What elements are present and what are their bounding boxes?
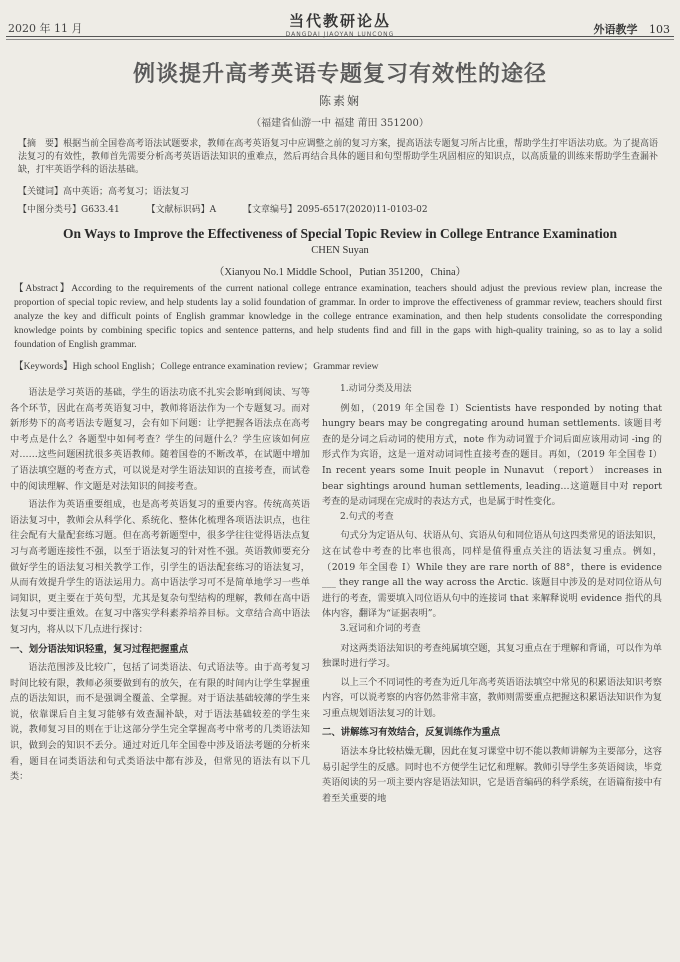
body-paragraph: 对这两类语法知识的考查纯属填空题，其复习重点在于理解和背诵，可以作为单独课时进行学习。 <box>322 642 662 670</box>
header-rule-thin <box>6 39 674 40</box>
body-paragraph: 语法作为英语重要组成，也是高考英语复习的重要内容。传统高英语语法复习中，教师会从科学化、系统化、整体化梳理各项语法识点，也往往会配有大量配套练习题。但在高考新题型中，很多学往往觉得语法点复习与高考题连接性不强，以至于语法复习的针对性不强。英语教师要充分做好学生的语法复习相关教学工作，引学生的语法配套练习的语法复习，从而有效提升学生的语法运用力。高中语法学习可不是简单地学习一些单词知识，更主要在于英句型，尤其是复杂句型结构的理解，教师在高中语法复习中要注重效。在复习中落实学科素养培养目标。文章结合高中语法复习内，将从以下几点进行探讨： <box>10 499 310 635</box>
article-number: 【文章编号】2095-6517(2020)11-0103-02 <box>242 205 428 215</box>
article-title-cn: 例谈提升高考英语专题复习有效性的途径 <box>132 62 547 87</box>
journal-masthead <box>0 10 680 38</box>
body-column-left <box>10 382 310 785</box>
affiliation-en: （Xianyou No.1 Middle School，Putian 351200，China） <box>213 267 467 278</box>
header-right <box>594 21 671 37</box>
subsection-heading: 1.动词分类及用法 <box>340 384 412 394</box>
section-name: 外语教学 <box>593 23 638 36</box>
keywords-cn: 【关键词】高中英语；高考复习；语法复习 <box>18 187 190 197</box>
affiliation-cn: （福建省仙游一中 福建 莆田 351200） <box>251 118 429 129</box>
article-title-en: On Ways to Improve the Effectiveness of Special Topic Review in College Entrance Examination <box>62 226 618 241</box>
abstract-cn: 【摘 要】根据当前全国卷高考语法试题要求，教师在高考英语复习中应调整之前的复习方案，提高语法专题复习所占比重，帮助学生打牢语法功底。为了提高语法复习的有效性，教师首先需要分析高考英语语法知识的重难点，然后再结合具体的题目和句型帮助学生巩固相应的知识点，以高质量的训练来帮助学生查漏补缺，打牢英语学科的语法基础。 <box>18 139 658 175</box>
section-heading: 二、讲解练习有效结合，反复训练作为重点 <box>322 727 501 739</box>
author-en: CHEN Suyan <box>311 245 369 256</box>
page-number: 103 <box>649 23 670 36</box>
author-cn: 陈素娴 <box>318 94 361 108</box>
body-paragraph: 例如，（2019 年全国卷 I）Scientists have responded by noting that hungry bears may be congregating around human settlements. 该题目考查的是分词之后动词的使用方式，note 作为动词置于介词后面应该用动词 -ing 的形式作为宾语，这是一道对动词词性直接考查的题目。再如，（2019 年全国卷 I）In recent years some Inuit people in Nunavut （report） increases in bear sightings around human settlements, leading…这道题目中对 report 考查的是动词现在完成时的表达方式，也是属于时性变化。 <box>322 402 662 508</box>
body-paragraph: 语法本身比较枯燥无聊，因此在复习课堂中切不能以教师讲解为主要部分，这容易引起学生的反感。同时也不方便学生记忆和理解。教师引导学生多英语阅读，毕竟英语阅读的另一项主要内容是语法知识，它是语音编码的科学系统，在语篇衔接中有着至关重要的地 <box>322 746 662 804</box>
header-rule <box>6 36 674 37</box>
journal-brand-pinyin: DANGDAI JIAOYAN LUNCONG <box>285 31 395 38</box>
body-paragraph: 以上三个不同词性的考查为近几年高考英语语法填空中常见的积累语法知识考察内容，可以说考察的内容仍然非常丰富，教师则需要重点把握这积累语法知识作为复习重点规划语法复习的计划。 <box>322 676 662 719</box>
classification-row <box>18 202 658 215</box>
subsection-heading: 3.冠词和介词的考查 <box>340 623 421 634</box>
body-paragraph: 语法是学习英语的基础，学生的语法功底不扎实会影响到阅读、写等各个环节，因此在高考英语复习中，教师将语法作为一个专题复习。而对新形势下的高考语法专题复习，会有如下问题：让学把握各语法点在高考中考点是什么？各题型中如何考查？学生的问题什么？学生应该如何应对……这些问题困扰很多英语教师。随着国卷的不断改革，在试题中增加了语法填空题的考查方式，可以说是对学生语法知识的直接考查，而试卷中的阅读理解、作文题是对法知识的间接考查。 <box>10 387 310 492</box>
subsection-heading: 2.句式的考查 <box>340 511 394 522</box>
section-heading: 一、划分语法知识轻重，复习过程把握重点 <box>10 643 189 655</box>
journal-brand: 当代教研论丛 <box>288 12 391 30</box>
body-paragraph: 语法范围涉及比较广，包括了词类语法、句式语法等。由于高考复习时间比较有限，教师必须要做到有的放矢，在有限的时间内让学生掌握重点的语法知识，而不是强调全覆盖、全掌握。对于语法基础较薄的学生来说，依靠课后自主复习能够有效查漏补缺，对于语法基础较差的学生来说，教师复习目的则在于让这部分学生完全掌握高考中常考的几类语法知识，做到会的知识不丢分。通过对近几年全国卷中涉及语法考题的分析来看，题目在词类语法和句式类语法中都有涉及，但常见的语法有以下几类： <box>10 662 310 783</box>
body-paragraph: 句式分为定语从句、状语从句、宾语从句和同位语从句这四类常见的语法知识，这在试卷中考查的比率也很高，同样是值得重点关注的语法复习重点。例如，（2019 年全国卷 I）While they are rare north of 88°，there is evidence ___ they range all the way across the Arctic. 该题目中涉及的是对同位语从句进行的考查，需要填入同位语从句中的连接词 that 来解释说明 evidence 指代的具体内容，翻译为“证据表明”。 <box>322 530 662 620</box>
abstract-en: 【Abstract】According to the requirements of the current national college entrance examination, teachers should adjust the previous review plan, increase the proportion of special topic review, and help students lay a solid foundation of grammar. In order to improve the effectiveness of grammar review, teachers should first analyze the key and difficult points of English grammar knowledge in the college entrance examination, and then help students consolidate the corresponding knowledge points by combining specific topics and sentence patterns, and help students find and fill in the gaps with high-quality training, so as to lay a solid foundation of English grammar. <box>14 283 662 350</box>
clc-number: 【中图分类号】G633.41 <box>18 205 120 215</box>
keywords-en: 【Keywords】High school English；College entrance examination review；Grammar review <box>14 361 379 372</box>
document-code: 【文献标识码】A <box>146 205 217 215</box>
body-column-right <box>322 382 662 806</box>
issue-date: 2020 年 11 月 <box>8 22 83 35</box>
